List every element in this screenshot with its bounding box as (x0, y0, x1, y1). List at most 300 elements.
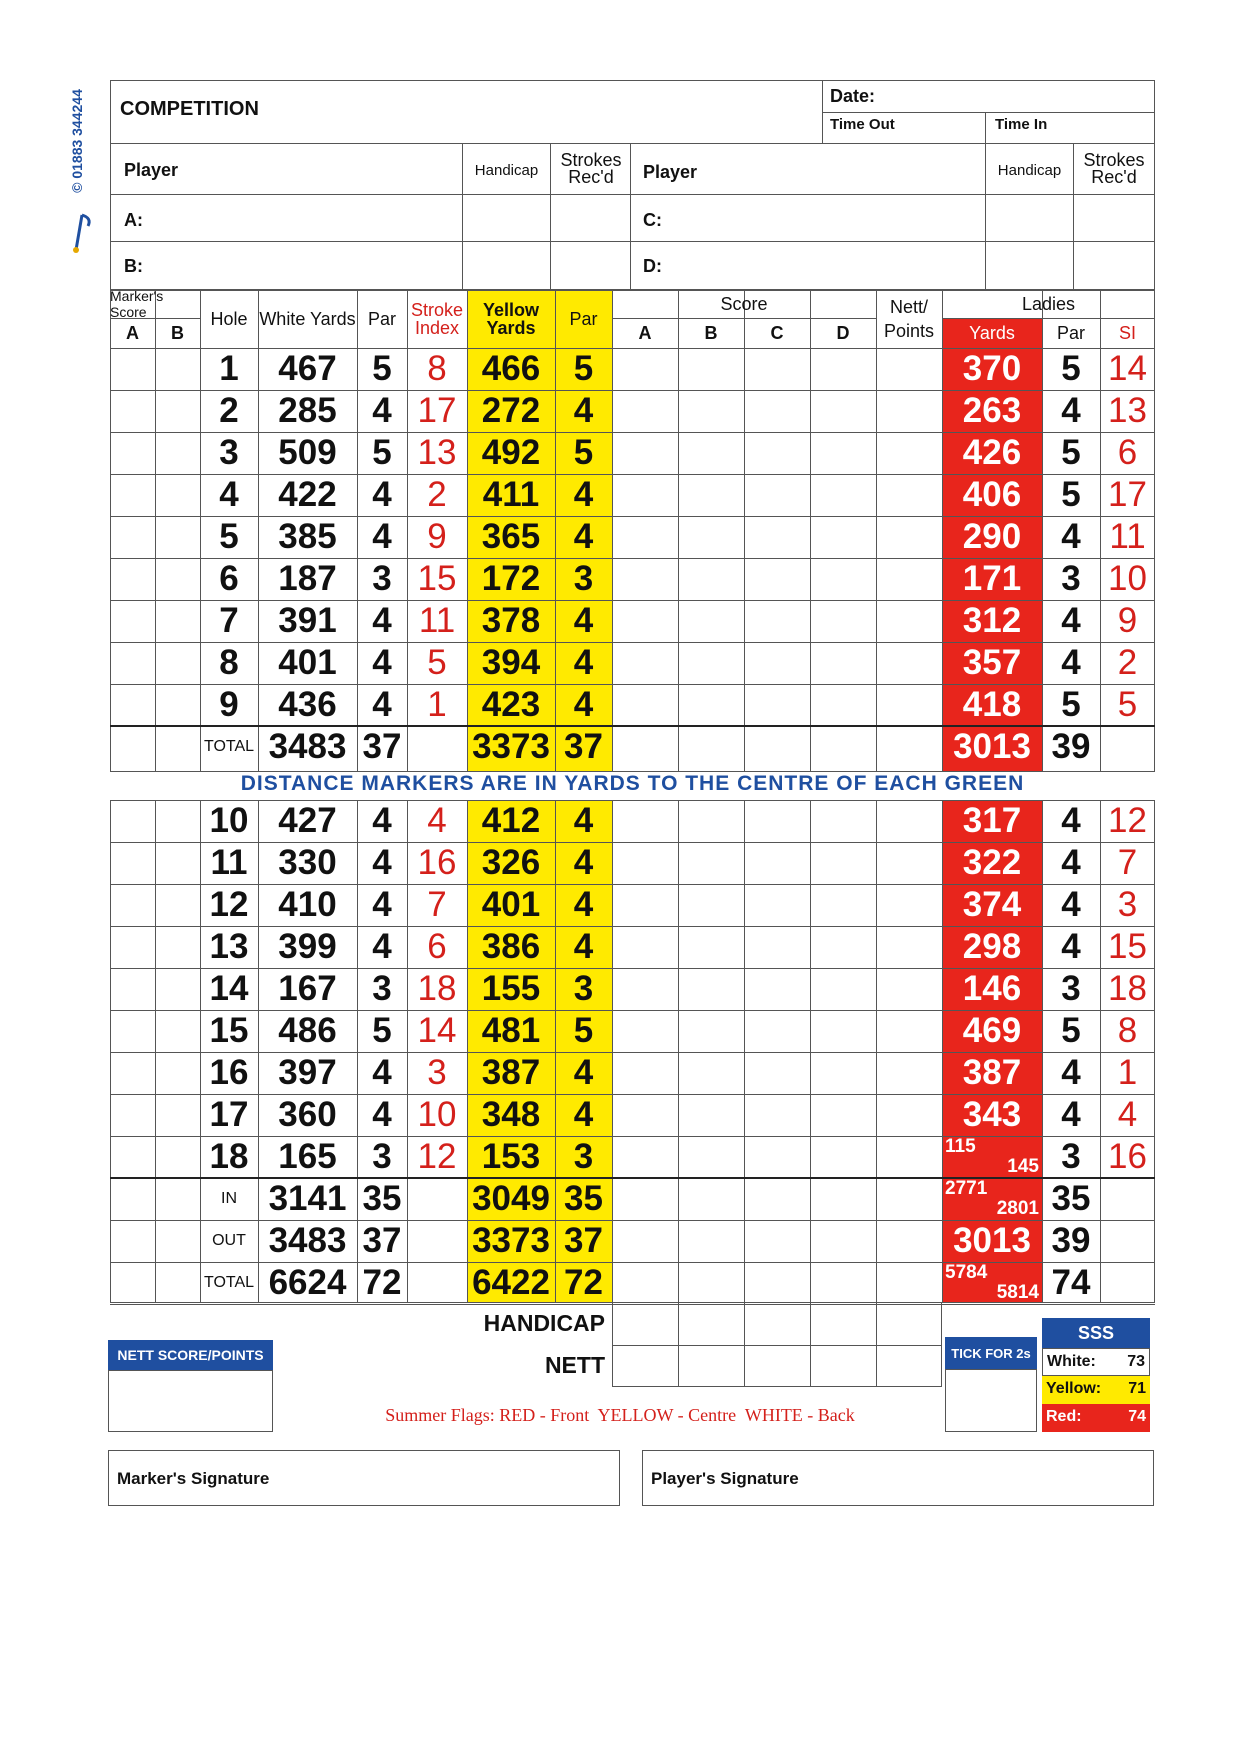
white-yards: 509 (278, 433, 337, 472)
stroke-index: 4 (427, 801, 447, 840)
out-nett[interactable] (876, 1220, 942, 1262)
score-a-cell[interactable] (612, 968, 678, 1010)
nett-points-cell[interactable] (876, 1052, 942, 1094)
score-d-cell[interactable] (810, 1136, 876, 1178)
score-d-cell[interactable] (810, 1010, 876, 1052)
score-c-cell[interactable] (744, 1094, 810, 1136)
total-marker-a-cell[interactable] (110, 1262, 155, 1304)
in-ypar: 35 (564, 1179, 603, 1218)
yellow-yards: 401 (481, 885, 541, 924)
sss-white-row (1042, 1348, 1150, 1376)
score-c-header: C (770, 322, 784, 343)
out-ladies-par: 39 (1051, 1221, 1091, 1260)
nett-score-cells[interactable] (612, 1345, 942, 1387)
nett-points-cell[interactable] (876, 600, 942, 642)
yellow-par-header: Par (569, 308, 598, 329)
total-score-b[interactable] (678, 1262, 744, 1304)
nett-score-points-header: NETT SCORE/POINTS (108, 1340, 273, 1370)
back-marker-a-cell[interactable] (110, 842, 155, 884)
score-c-cell[interactable] (744, 558, 810, 600)
ladies-yards: 263 (962, 391, 1022, 430)
hole-number: 17 (209, 1095, 249, 1134)
ladies-yards: 406 (962, 475, 1022, 514)
score-c-cell[interactable] (744, 1010, 810, 1052)
score-b-cell[interactable] (678, 432, 744, 474)
phone-number: © 01883 344244 (69, 89, 85, 193)
ladies-par: 4 (1061, 391, 1081, 430)
sss-red-value: 74 (1128, 1408, 1146, 1425)
ladies-yards: 146 (962, 969, 1022, 1008)
back-marker-a-cell[interactable] (110, 800, 155, 842)
score-c-cell[interactable] (744, 800, 810, 842)
nett-points-header: Nett/ Points (883, 297, 935, 341)
score-c-cell[interactable] (744, 884, 810, 926)
score-c-cell[interactable] (744, 842, 810, 884)
score-d-cell[interactable] (810, 842, 876, 884)
sss-red-label: Red: (1046, 1408, 1082, 1425)
ladies-si: 4 (1117, 1095, 1138, 1134)
front-marker-b-cell[interactable] (155, 684, 200, 726)
front-marker-a-cell[interactable] (110, 390, 155, 432)
front-marker-b-cell[interactable] (155, 348, 200, 390)
score-a-cell[interactable] (612, 348, 678, 390)
white-yards: 165 (278, 1137, 337, 1176)
handicap-score-cells[interactable] (612, 1303, 942, 1345)
score-b-cell[interactable] (678, 842, 744, 884)
total-score-c[interactable] (744, 1262, 810, 1304)
front-total-nett[interactable] (876, 726, 942, 768)
back-marker-a-cell[interactable] (110, 884, 155, 926)
score-d-cell[interactable] (810, 684, 876, 726)
nett-points-cell[interactable] (876, 432, 942, 474)
yellow-yards: 172 (481, 559, 541, 598)
ladies-par: 5 (1061, 349, 1081, 388)
hole-number: 2 (219, 391, 239, 430)
score-c-cell[interactable] (744, 1052, 810, 1094)
back-marker-a-cell[interactable] (110, 1094, 155, 1136)
par: 5 (372, 1011, 392, 1050)
ladies-par: 3 (1061, 559, 1081, 598)
nett-points-cell[interactable] (876, 884, 942, 926)
in-score-d[interactable] (810, 1178, 876, 1220)
score-b-cell[interactable] (678, 684, 744, 726)
white-yards: 410 (278, 885, 337, 924)
ladies-par: 4 (1061, 1053, 1081, 1092)
front-marker-a-cell[interactable] (110, 684, 155, 726)
hole-number: 5 (219, 517, 239, 556)
yellow-yards: 412 (481, 801, 541, 840)
ladies-par: 5 (1061, 685, 1081, 724)
score-a-cell[interactable] (612, 432, 678, 474)
out-white: 3483 (268, 1221, 347, 1260)
in-marker-a-cell[interactable] (110, 1178, 155, 1220)
nett-points-cell[interactable] (876, 926, 942, 968)
score-d-cell[interactable] (810, 884, 876, 926)
hole-number: 13 (209, 927, 249, 966)
out-marker-a-cell[interactable] (110, 1220, 155, 1262)
score-b-cell[interactable] (678, 642, 744, 684)
ladies-yards: 357 (962, 643, 1022, 682)
back-marker-a-cell[interactable] (110, 1136, 155, 1178)
yellow-yards: 386 (481, 927, 541, 966)
front-marker-a-cell[interactable] (110, 432, 155, 474)
hole-number: 10 (209, 801, 249, 840)
total-label: TOTAL (203, 1274, 255, 1291)
white-yards: 467 (278, 349, 337, 388)
front-marker-a-cell[interactable] (110, 642, 155, 684)
back-marker-b-cell[interactable] (155, 884, 200, 926)
score-c-cell[interactable] (744, 968, 810, 1010)
out-ypar: 37 (564, 1221, 603, 1260)
nett-points-cell[interactable] (876, 348, 942, 390)
ladies-si: 3 (1117, 885, 1138, 924)
score-a-cell[interactable] (612, 558, 678, 600)
back-marker-b-cell[interactable] (155, 926, 200, 968)
nett-points-cell[interactable] (876, 516, 942, 558)
par: 4 (372, 801, 392, 840)
score-c-cell[interactable] (744, 390, 810, 432)
score-b-cell[interactable] (678, 348, 744, 390)
ladies-yards: 343 (962, 1095, 1022, 1134)
nett-points-cell[interactable] (876, 684, 942, 726)
stroke-index: 15 (417, 559, 457, 598)
white-yards: 486 (278, 1011, 337, 1050)
stroke-index: 14 (417, 1011, 457, 1050)
hole-number: 4 (219, 475, 239, 514)
score-b-cell[interactable] (678, 1136, 744, 1178)
ladies-header: Ladies (1021, 293, 1076, 314)
yellow-yards: 348 (481, 1095, 541, 1134)
stroke-index: 9 (427, 517, 447, 556)
yellow-yards: 466 (481, 349, 541, 388)
score-b-cell[interactable] (678, 390, 744, 432)
score-b-cell[interactable] (678, 558, 744, 600)
score-d-cell[interactable] (810, 926, 876, 968)
score-c-cell[interactable] (744, 926, 810, 968)
score-b-cell[interactable] (678, 474, 744, 516)
out-marker-b-cell[interactable] (155, 1220, 200, 1262)
score-a-cell[interactable] (612, 926, 678, 968)
ladies-par: 5 (1061, 475, 1081, 514)
score-b-cell[interactable] (678, 926, 744, 968)
total-score-d[interactable] (810, 1262, 876, 1304)
player-label-right: Player (643, 162, 698, 182)
nett-label: NETT (544, 1352, 605, 1378)
front-marker-b-cell[interactable] (155, 390, 200, 432)
ladies-par: 5 (1061, 1011, 1081, 1050)
tick-for-2s-box[interactable] (945, 1369, 1037, 1432)
ladies-si: 9 (1117, 601, 1138, 640)
ladies-si: 2 (1117, 643, 1138, 682)
front-marker-a-cell[interactable] (110, 600, 155, 642)
player-c-field[interactable]: C: (643, 210, 662, 230)
stroke-index: 11 (418, 601, 456, 640)
back-marker-b-cell[interactable] (155, 800, 200, 842)
player-b-field[interactable]: B: (124, 256, 143, 276)
score-c-cell[interactable] (744, 348, 810, 390)
players-signature-box[interactable] (642, 1450, 1154, 1506)
stroke-index: 16 (417, 843, 457, 882)
score-d-cell[interactable] (810, 390, 876, 432)
yellow-par: 4 (573, 601, 594, 640)
score-a-cell[interactable] (612, 1052, 678, 1094)
hole-number: 11 (210, 843, 248, 882)
front-marker-b-cell[interactable] (155, 600, 200, 642)
total-nett[interactable] (876, 1262, 942, 1304)
nett-points-cell[interactable] (876, 968, 942, 1010)
back-marker-a-cell[interactable] (110, 968, 155, 1010)
in-ladies-yards-a: 2771 (945, 1178, 988, 1199)
score-c-cell[interactable] (744, 642, 810, 684)
out-score-a[interactable] (612, 1220, 678, 1262)
player-a-field[interactable]: A: (124, 210, 143, 230)
score-d-cell[interactable] (810, 968, 876, 1010)
ladies-si: 16 (1108, 1137, 1147, 1176)
front-total-score-c[interactable] (744, 726, 810, 768)
score-d-cell[interactable] (810, 516, 876, 558)
time-out-field[interactable]: Time Out (830, 116, 895, 133)
white-yards: 330 (278, 843, 337, 882)
ladies-si: 8 (1117, 1011, 1138, 1050)
score-a-cell[interactable] (612, 1010, 678, 1052)
ladies-yards: 418 (962, 685, 1022, 724)
strokes-label-left: Strokes Rec'd (560, 150, 622, 187)
score-a-cell[interactable] (612, 390, 678, 432)
front-marker-b-cell[interactable] (155, 516, 200, 558)
ladies-par: 4 (1061, 643, 1081, 682)
score-a-cell[interactable] (612, 1136, 678, 1178)
score-d-cell[interactable] (810, 642, 876, 684)
front-total-marker-a-cell[interactable] (110, 726, 155, 768)
par: 4 (372, 685, 392, 724)
ladies-si: 5 (1117, 685, 1138, 724)
score-a-cell[interactable] (612, 800, 678, 842)
in-score-a[interactable] (612, 1178, 678, 1220)
in-score-b[interactable] (678, 1178, 744, 1220)
nett-points-cell[interactable] (876, 800, 942, 842)
ladies-si: 15 (1108, 927, 1147, 966)
markers-signature-label: Marker's Signature (117, 1469, 270, 1488)
yellow-par: 4 (573, 927, 594, 966)
back-marker-b-cell[interactable] (155, 968, 200, 1010)
ladies-par: 4 (1061, 601, 1081, 640)
out-score-c[interactable] (744, 1220, 810, 1262)
nett-points-cell[interactable] (876, 474, 942, 516)
nett-score-points-box[interactable] (108, 1370, 273, 1432)
score-a-cell[interactable] (612, 474, 678, 516)
score-b-cell[interactable] (678, 1094, 744, 1136)
markers-score-header: Marker's Score (110, 288, 164, 320)
hole-number: 14 (209, 969, 249, 1008)
white-yards: 167 (278, 969, 337, 1008)
front-marker-a-cell[interactable] (110, 474, 155, 516)
par-header: Par (367, 308, 396, 329)
ladies-par: 4 (1061, 927, 1081, 966)
par: 4 (372, 885, 392, 924)
par: 5 (372, 433, 392, 472)
ladies-yards: 469 (962, 1011, 1022, 1050)
ladies-si: 13 (1108, 391, 1147, 430)
score-a-cell[interactable] (612, 600, 678, 642)
in-nett[interactable] (876, 1178, 942, 1220)
score-d-cell[interactable] (810, 800, 876, 842)
par: 3 (372, 559, 392, 598)
ladies-si: 11 (1109, 517, 1146, 556)
stroke-index: 1 (427, 685, 447, 724)
yellow-par: 5 (573, 433, 594, 472)
stroke-index: 7 (427, 885, 447, 924)
sss-yellow-row (1042, 1376, 1150, 1404)
score-a-cell[interactable] (612, 884, 678, 926)
out-score-b[interactable] (678, 1220, 744, 1262)
front-marker-a-cell[interactable] (110, 558, 155, 600)
score-c-cell[interactable] (744, 1136, 810, 1178)
yellow-par: 5 (573, 349, 594, 388)
total-par: 72 (362, 1263, 402, 1302)
front-marker-b-cell[interactable] (155, 432, 200, 474)
yellow-yards: 155 (481, 969, 541, 1008)
score-d-cell[interactable] (810, 432, 876, 474)
score-c-cell[interactable] (744, 600, 810, 642)
hole-number: 6 (219, 559, 239, 598)
nett-points-cell[interactable] (876, 1136, 942, 1178)
score-a-cell[interactable] (612, 684, 678, 726)
score-b-cell[interactable] (678, 600, 744, 642)
nett-points-cell[interactable] (876, 558, 942, 600)
out-par: 37 (362, 1221, 402, 1260)
front-total-score-a[interactable] (612, 726, 678, 768)
score-c-cell[interactable] (744, 516, 810, 558)
score-a-cell[interactable] (612, 1094, 678, 1136)
in-marker-b-cell[interactable] (155, 1178, 200, 1220)
score-c-cell[interactable] (744, 684, 810, 726)
hole-header: Hole (210, 308, 248, 329)
time-in-field[interactable]: Time In (995, 116, 1048, 133)
markers-signature-box[interactable] (108, 1450, 620, 1506)
ladies-yards-b: 145 (1007, 1156, 1039, 1177)
nett-points-cell[interactable] (876, 642, 942, 684)
hole-number: 15 (209, 1011, 249, 1050)
score-b-cell[interactable] (678, 516, 744, 558)
score-d-cell[interactable] (810, 348, 876, 390)
ladies-yards: 171 (962, 559, 1022, 598)
hole-number: 8 (219, 643, 239, 682)
in-score-c[interactable] (744, 1178, 810, 1220)
score-a-cell[interactable] (612, 842, 678, 884)
nett-points-cell[interactable] (876, 842, 942, 884)
sss-yellow-label: Yellow: (1046, 1380, 1102, 1397)
yellow-par: 4 (573, 517, 594, 556)
stroke-index: 5 (427, 643, 447, 682)
score-b-cell[interactable] (678, 1010, 744, 1052)
yellow-par: 4 (573, 843, 594, 882)
ladies-si: 12 (1108, 801, 1147, 840)
front-marker-b-cell[interactable] (155, 474, 200, 516)
ladies-yards: 374 (962, 885, 1022, 924)
stroke-index-header: Stroke Index (410, 300, 464, 338)
score-a-cell[interactable] (612, 642, 678, 684)
yellow-par: 4 (573, 685, 594, 724)
hole-number: 12 (209, 885, 249, 924)
white-yards: 385 (278, 517, 337, 556)
back-marker-a-cell[interactable] (110, 1052, 155, 1094)
white-yards: 187 (278, 559, 337, 598)
back-marker-b-cell[interactable] (155, 1094, 200, 1136)
back-marker-a-cell[interactable] (110, 1010, 155, 1052)
score-d-cell[interactable] (810, 600, 876, 642)
par: 4 (372, 601, 392, 640)
ladies-par: 4 (1061, 517, 1081, 556)
front-total-score-b[interactable] (678, 726, 744, 768)
score-a-cell[interactable] (612, 516, 678, 558)
score-d-cell[interactable] (810, 558, 876, 600)
front-marker-b-cell[interactable] (155, 558, 200, 600)
total-score-a[interactable] (612, 1262, 678, 1304)
nett-points-cell[interactable] (876, 1010, 942, 1052)
ladies-si: 17 (1108, 475, 1147, 514)
hole-number: 18 (209, 1137, 249, 1176)
front-marker-a-cell[interactable] (110, 516, 155, 558)
back-marker-b-cell[interactable] (155, 1010, 200, 1052)
score-c-cell[interactable] (744, 474, 810, 516)
yellow-yards: 153 (481, 1137, 541, 1176)
score-c-cell[interactable] (744, 432, 810, 474)
ladies-par: 4 (1061, 885, 1081, 924)
stroke-index: 17 (417, 391, 457, 430)
score-b-cell[interactable] (678, 884, 744, 926)
yellow-par: 4 (573, 1053, 594, 1092)
score-d-cell[interactable] (810, 1052, 876, 1094)
yellow-yards: 387 (481, 1053, 541, 1092)
ladies-yards: 387 (962, 1053, 1022, 1092)
back-marker-b-cell[interactable] (155, 1052, 200, 1094)
back-marker-b-cell[interactable] (155, 1136, 200, 1178)
front-total-score-d[interactable] (810, 726, 876, 768)
handicap-label-left: Handicap (474, 162, 539, 179)
score-b-cell[interactable] (678, 968, 744, 1010)
total-marker-b-cell[interactable] (155, 1262, 200, 1304)
white-yards-header: White Yards (259, 309, 356, 329)
stroke-index: 6 (427, 927, 447, 966)
total-ladies-yards-b: 5814 (996, 1282, 1039, 1303)
back-marker-a-cell[interactable] (110, 926, 155, 968)
yellow-yards: 326 (481, 843, 541, 882)
front-marker-b-cell[interactable] (155, 642, 200, 684)
tick-for-2s-header: TICK FOR 2s (945, 1337, 1037, 1369)
yellow-yards: 411 (482, 475, 540, 514)
front-total-label: TOTAL (203, 738, 255, 755)
score-d-cell[interactable] (810, 474, 876, 516)
back-marker-b-cell[interactable] (155, 842, 200, 884)
ladies-par: 4 (1061, 1095, 1081, 1134)
player-d-field[interactable]: D: (643, 256, 662, 276)
stroke-index: 10 (417, 1095, 457, 1134)
score-d-cell[interactable] (810, 1094, 876, 1136)
ladies-si: 18 (1108, 969, 1147, 1008)
score-b-cell[interactable] (678, 1052, 744, 1094)
front-marker-a-cell[interactable] (110, 348, 155, 390)
date-field[interactable]: Date: (830, 86, 876, 106)
sss-yellow-value: 71 (1128, 1380, 1146, 1397)
sss-red-row (1042, 1404, 1150, 1432)
score-b-cell[interactable] (678, 800, 744, 842)
ladies-yards: 426 (962, 433, 1022, 472)
nett-points-cell[interactable] (876, 1094, 942, 1136)
out-score-d[interactable] (810, 1220, 876, 1262)
nett-points-cell[interactable] (876, 390, 942, 432)
ladies-yards: 290 (962, 517, 1022, 556)
front-total-marker-b-cell[interactable] (155, 726, 200, 768)
